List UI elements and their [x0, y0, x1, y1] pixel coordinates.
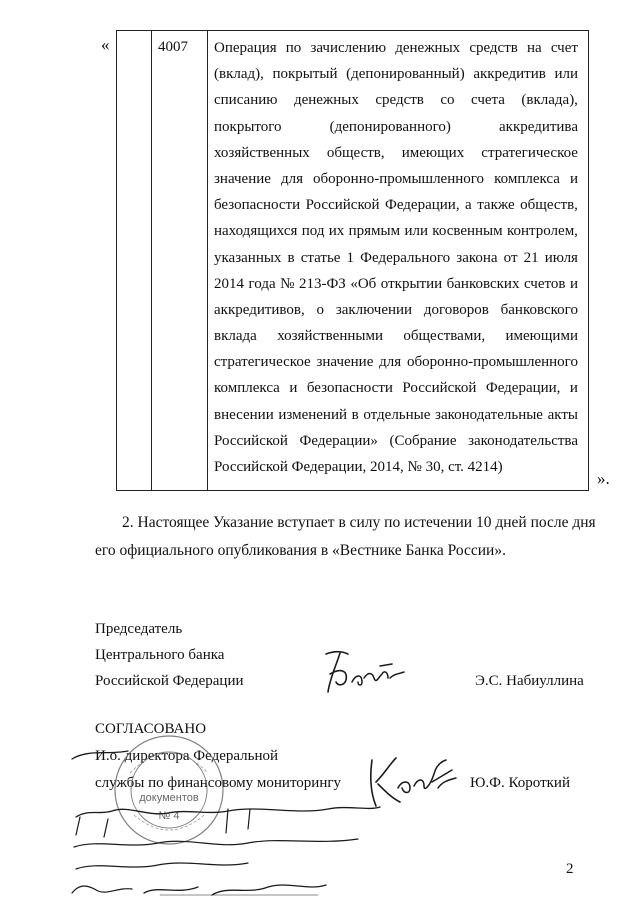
agreed-heading: СОГЛАСОВАНО [95, 721, 207, 737]
paragraph-2-line-1: 2. Настоящее Указание вступает в силу по истечении 10 дней после дня [122, 514, 596, 531]
description-line: безопасности Российской Федерации, а также обществ, [214, 197, 578, 214]
table-row [117, 31, 589, 491]
description-line: вклада хозяйственными обществами, имеющими [214, 328, 578, 345]
agreed-name: Ю.Ф. Короткий [470, 775, 570, 791]
chairman-country: Российской Федерации [95, 673, 244, 689]
stamp-text-number: № 4 [158, 810, 180, 822]
stamp-text-documents: документов [139, 792, 199, 804]
closing-quote: ». [597, 469, 610, 488]
description-line: указанных в статье 1 Федерального закона от 21 июля [214, 249, 578, 266]
chairman-signature-icon [318, 648, 408, 698]
description-line: Российской Федерации» (Собрание законодательства [214, 432, 578, 449]
operation-code: 4007 [152, 31, 208, 491]
chairman-name: Э.С. Набиуллина [475, 673, 584, 689]
description-line: Операция по зачислению денежных средств на счет [214, 40, 578, 56]
description-line: списанию денежных средств со счета (вклада), [214, 92, 578, 109]
handwritten-notes-icon [68, 745, 398, 900]
description-line: комплекса и безопасности Российской Федерации, и [214, 380, 578, 397]
paragraph-2-line-2: его официального опубликования в «Вестнике Банка России». [95, 542, 506, 559]
chairman-title: Председатель [95, 621, 183, 637]
description-line: находящихся под их прямым или косвенным контролем, [214, 223, 578, 240]
description-line: (вклад), покрытый (депонированный) аккредитив или [214, 66, 578, 83]
operation-code-table [116, 30, 589, 491]
description-lines [208, 35, 588, 480]
description-line: Российской Федерации, 2014, № 30, ст. 4214) [214, 459, 503, 475]
description-line: стратегическое значение для оборонно-промышленного [214, 354, 578, 371]
agreed-service: службы по финансовому мониторингу [95, 775, 342, 791]
page-number: 2 [566, 861, 574, 877]
description-line: аккредитивов, о заключении договоров банковского [214, 301, 578, 318]
description-line: покрытого (депонированного) аккредитива [214, 118, 578, 135]
chairman-bank: Центрального банка [95, 647, 225, 663]
description-line: хозяйственных обществ, имеющих стратегическое [214, 144, 578, 161]
operation-description [208, 31, 589, 491]
table-cell-empty [117, 31, 152, 491]
description-line: значение для оборонно-промышленного комплекса и [214, 170, 578, 187]
description-line: 2014 года № 213-ФЗ «Об открытии банковских счетов и [214, 275, 578, 292]
opening-quote: « [101, 35, 110, 54]
description-line: внесении изменений в отдельные законодательные акты [214, 406, 578, 423]
agreed-position: И.о. директора Федеральной [95, 748, 279, 764]
